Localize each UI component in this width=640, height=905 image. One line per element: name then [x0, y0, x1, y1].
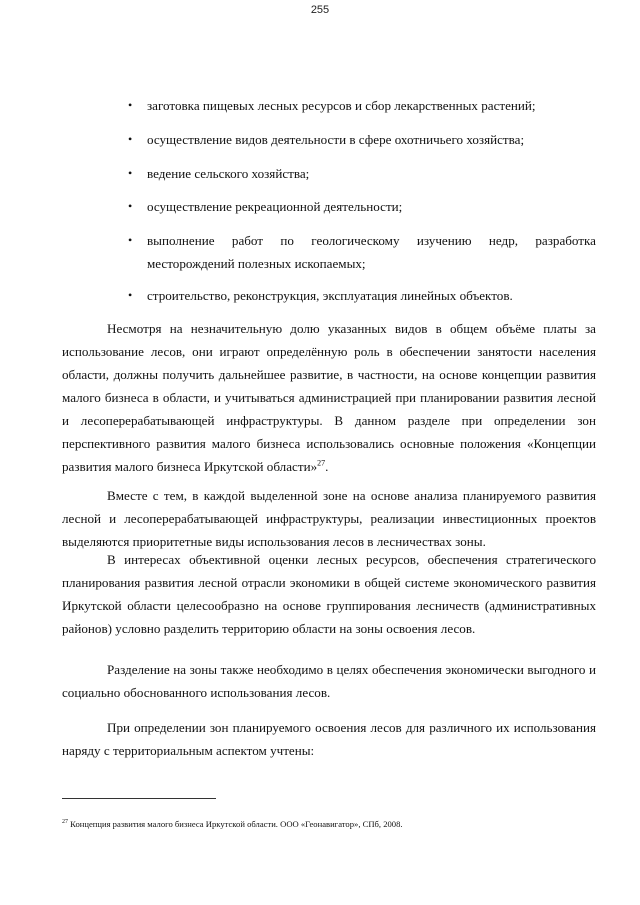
list-item-text: осуществление видов деятельности в сфере охотничьего хозяйства;	[147, 132, 525, 147]
paragraph-text: Несмотря на незначительную долю указанных видов в общем объёме платы за использование лесов, они играют определённую роль в обеспечении занятости населения области, должны получить дальнейшее развитие, в частности, на основе концепции развития малого бизнеса в области, и учитываться администрацией при планировании развития лесной и лесоперерабатывающей инфраструктуры. В данном разделе при определении зон перспективного развития малого бизнеса использовались основные положения «Концепции развития малого бизнеса Иркутской области»	[62, 321, 596, 474]
paragraph-end-punctuation: .	[325, 459, 329, 474]
list-item-text: выполнение работ по геологическому изучению недр, разработка месторождений полезных ископаемых;	[147, 233, 596, 271]
bullet-icon: •	[128, 166, 133, 180]
bullet-icon: •	[128, 288, 133, 302]
footnote-number: 27	[62, 819, 68, 826]
paragraph: Разделение на зоны также необходимо в целях обеспечения экономически выгодного и социально обоснованного использования лесов.	[62, 662, 596, 700]
bullet-icon: •	[128, 199, 133, 213]
bullet-icon: •	[128, 98, 133, 112]
paragraph: При определении зон планируемого освоения лесов для различного их использования наряду с территориальным аспектом учтены:	[62, 720, 596, 758]
footnote-text: Концепция развития малого бизнеса Иркутской области. ООО «Геонавигатор», СПб, 2008.	[70, 819, 403, 829]
paragraph: Вместе с тем, в каждой выделенной зоне на основе анализа планируемого развития лесной и лесоперерабатывающей инфраструктуры, реализации инвестиционных проектов выделяются приоритетные виды использования лесов в лесничествах зоны.	[62, 488, 596, 549]
page-number: 255	[310, 4, 330, 16]
footnote-divider	[62, 798, 216, 799]
paragraph: В интересах объективной оценки лесных ресурсов, обеспечения стратегического планирования развития лесной отрасли экономики в общей системе экономического развития Иркутской области целесообразно на основе группирования лесничеств (административных районов) условно разделить территорию области на зоны освоения лесов.	[62, 552, 596, 636]
footnote	[62, 818, 596, 830]
footnote-reference: 27	[317, 458, 326, 468]
list-item-text: ведение сельского хозяйства;	[147, 166, 310, 181]
list-item-text: строительство, реконструкция, эксплуатация линейных объектов.	[147, 288, 513, 303]
list-item-text: осуществление рекреационной деятельности;	[147, 199, 403, 214]
list-item-text: заготовка пищевых лесных ресурсов и сбор лекарственных растений;	[147, 98, 536, 113]
bullet-icon: •	[128, 233, 133, 247]
bullet-icon: •	[128, 132, 133, 146]
paragraph	[62, 317, 596, 478]
